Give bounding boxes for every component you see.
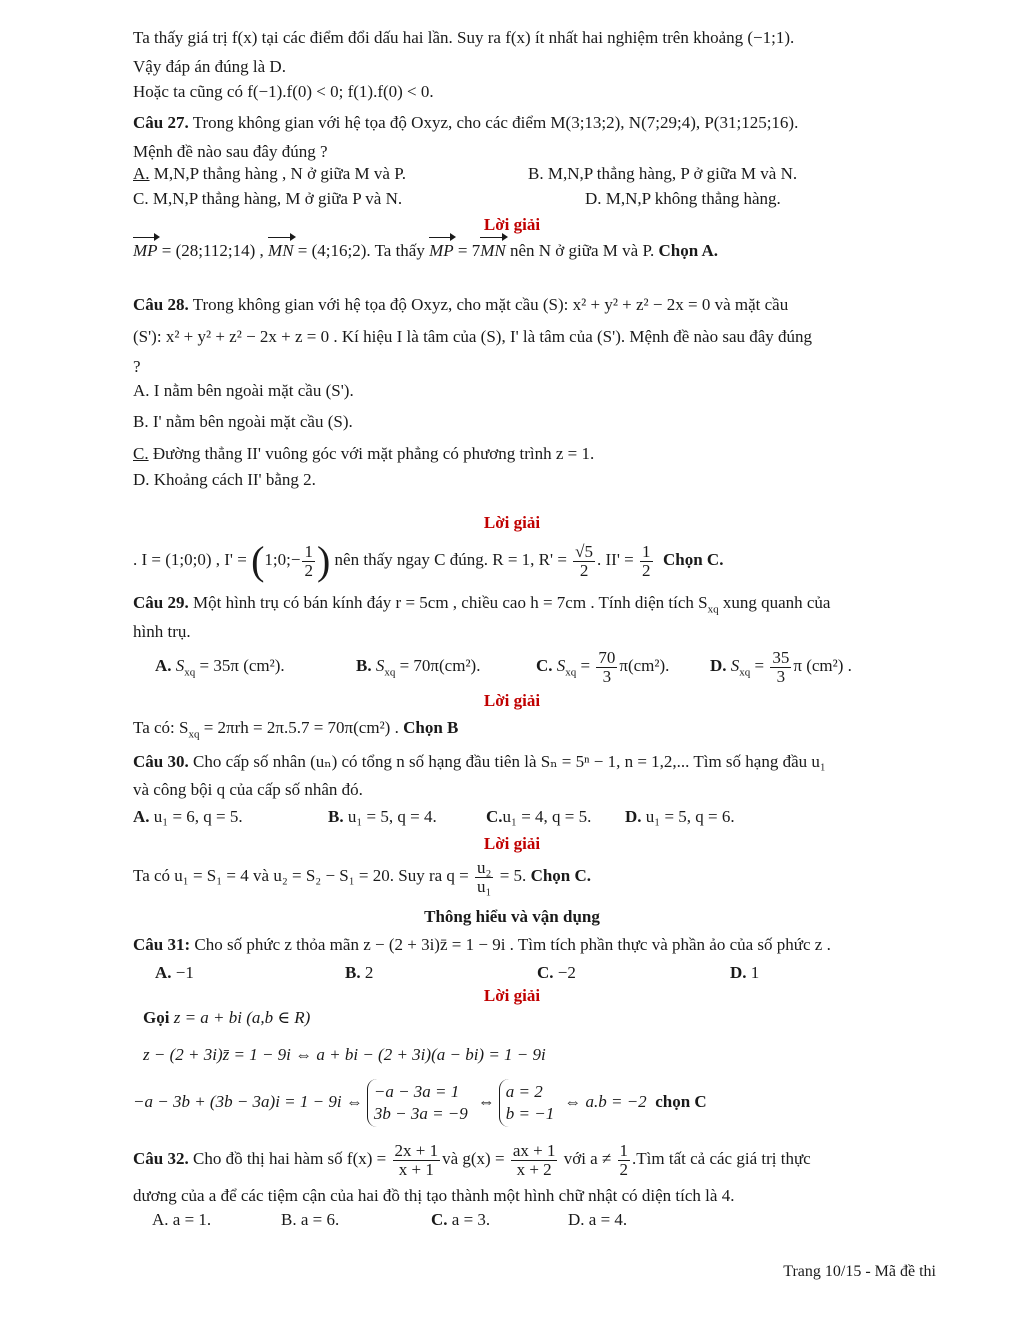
option-key: A. [155,963,172,982]
option-key: C. [537,963,554,982]
option-text: S [556,656,566,675]
numerator: 1 [619,1140,629,1160]
question-31 [133,934,831,956]
page-footer: Trang 10/15 - Mã đề thi [783,1263,936,1280]
denominator: 3 [776,666,786,686]
denominator: 3 [602,666,612,686]
answer-option-a [155,962,194,984]
solution-choice: Chọn B [403,718,459,737]
numerator: 2x + 1 [394,1140,439,1160]
vector-mp: MP [429,241,454,260]
answer-option-c [431,1209,490,1231]
solution-text [133,856,591,896]
solution-choice: chọn C [655,1092,707,1111]
option-text: M,N,P thẳng hàng , N ở giữa M và P. [153,164,407,183]
option-key: D. [710,656,727,675]
answer-option-b [356,646,480,692]
answer-option-b: B. a = 6. [281,1210,340,1229]
question-30 [133,751,826,773]
question-stem: Trong không gian với hệ tọa độ Oxyz, cho các điểm M(3;13;2), N(7;29;4), P(31;125;16). [192,113,799,132]
question-28 [133,294,788,316]
answer-option-a [133,806,243,828]
solution-text [133,538,724,584]
question-stem-line: ? [133,357,141,376]
solution-choice: Chọn C. [663,550,724,569]
vector-mn: MN [268,241,294,260]
solution-part: z − (2 + 3i)z̄ = 1 − 9i ⇔ a + bi − (2 + 3i)(a − bi) = 1 − 9i [143,1045,546,1064]
solution-part: z = a + bi (a,b ∈ R) [173,1008,311,1027]
option-key: A. [155,656,172,675]
solution-part: . II' = [597,550,638,569]
option-key: B. [345,963,361,982]
solution-part: 1;0;− [264,550,301,569]
numerator: √5 [575,541,594,561]
question-stem: Cho đồ thị hai hàm số f(x) = [192,1149,391,1168]
option-text: = 35π (cm²). [195,656,285,675]
denominator: x + 1 [398,1159,434,1179]
option-text: = 70π(cm²). [395,656,481,675]
option-key: B. [356,656,372,675]
solution-title: Lời giải [483,691,541,710]
numerator: 70 [598,647,616,667]
option-key: C. [536,656,553,675]
solution-part: = 5. [495,866,531,885]
fraction [573,543,595,580]
equation: a = 2 [505,1082,543,1102]
option-key: A. [133,164,150,183]
question-stem: xung quanh của [718,593,831,612]
text-line: Ta thấy giá trị f(x) tại các điểm đổi dấu hai lần. Suy ra f(x) ít nhất hai nghiệm trên khoảng (−1;1). [133,28,795,47]
answer-option-d [625,806,735,828]
solution-choice: Chọn C. [530,866,592,885]
fraction [618,1142,631,1179]
question-27 [133,112,798,134]
fraction [596,649,617,686]
solution-title: Lời giải [483,834,541,853]
question-label: Câu 29. [133,593,189,612]
option-text: π(cm²). [619,656,670,675]
subscript: xq [739,666,751,679]
option-text: S [175,656,185,675]
paren-right: ) [316,538,331,584]
answer-option-b [328,806,437,828]
answer-option-d: D. M,N,P không thẳng hàng. [585,189,781,208]
question-stem-line: hình trụ. [133,622,191,641]
solution-text [133,717,458,745]
question-stem: Cho số phức z thỏa mãn z − (2 + 3i)z̄ = 1 − 9i . Tìm tích phần thực và phần ảo của số phức z . [194,935,831,954]
answer-option-c: C. M,N,P thẳng hàng, M ở giữa P và N. [133,189,403,208]
answer-option-b [345,962,373,984]
option-text: u₁ = 6, q = 5. [153,807,243,826]
answer-option-c [486,806,591,828]
question-label: Câu 31: [133,935,191,954]
question-label: Câu 32. [133,1149,189,1168]
equation-system [367,1079,474,1127]
subscript: xq [188,728,200,741]
option-key: D. [625,807,642,826]
question-label: Câu 28. [133,295,189,314]
solution-part: . I = (1;0;0) , I' = [133,550,252,569]
option-text: −2 [557,963,576,982]
option-key: A. [133,807,150,826]
solution-title: Lời giải [483,215,541,234]
option-text: S [730,656,740,675]
option-text: u₁ = 5, q = 4. [347,807,437,826]
solution-title: Lời giải [483,986,541,1005]
fraction [475,859,493,896]
denominator: u₁ [477,876,492,896]
numerator: 1 [642,541,651,561]
subscript: xq [707,603,719,616]
solution-choice: Chọn A. [658,241,719,260]
option-key: C. [486,807,503,826]
question-32 [133,1137,811,1181]
answer-option-c: C. $S_{xq}$ = $\frac{70}{3}$ π(cm²). [536,647,670,686]
vector-mn: MN [480,241,506,260]
question-stem: Trong không gian với hệ tọa độ Oxyz, cho mặt cầu (S): x² + y² + z² − 2x = 0 và mặt cầu [192,295,789,314]
solution-part: Gọi [143,1008,170,1027]
denominator: 2 [579,560,589,580]
answer-option-a [155,646,285,692]
equation: 3b − 3a = −9 [373,1104,468,1124]
option-text: a = 3. [447,1210,491,1229]
solution-part: = (28;112;14) , [157,241,269,260]
question-stem: và g(x) = [442,1149,509,1168]
fraction [302,543,315,580]
question-stem-line: (S'): x² + y² + z² − 2x + z = 0 . Kí hiệu I là tâm của (S), I' là tâm của (S'). Mệnh đề nào sau đây đúng [133,327,813,346]
question-stem: với a ≠ [559,1149,616,1168]
answer-option-a [133,163,406,185]
denominator: x + 2 [516,1159,552,1179]
numerator: 35 [772,647,790,667]
solution-part: = 7 [453,241,481,260]
question-stem-line: dương của a để các tiệm cận của hai đồ thị tạo thành một hình chữ nhật có diện tích là 4. [133,1186,735,1205]
solution-part: nên N ở giữa M và P. [505,241,659,260]
answer-option-a: A. a = 1. [152,1210,212,1229]
solution-part: Ta có: S [133,718,189,737]
option-text: 1 [750,963,760,982]
numerator: u₂ [477,857,492,877]
denominator: 2 [619,1159,629,1179]
question-label: Câu 27. [133,113,189,132]
equation-system [499,1079,560,1127]
fraction [393,1142,441,1179]
solution-part: Ta có u₁ = S₁ = 4 và u₂ = S₂ − S₁ = 20. Suy ra q = [133,866,474,885]
answer-option-d [730,962,759,984]
solution-text [133,240,718,262]
option-text: Đường thẳng II' vuông góc với mặt phẳng có phương trình z = 1. [148,444,595,463]
denominator: 2 [304,560,313,580]
answer-option-c [133,443,594,465]
denominator: 2 [642,560,651,580]
numerator: 1 [304,541,313,561]
option-text: S [375,656,385,675]
option-text: 2 [364,963,374,982]
solution-part: nên thấy ngay C đúng. R = 1, R' = [330,550,572,569]
fraction [511,1142,558,1179]
question-stem-line: và công bội q của cấp số nhân đó. [133,780,363,799]
option-text: π (cm²) . [793,656,852,675]
question-stem: Cho cấp số nhân (uₙ) có tổng n số hạng đầu tiên là Sₙ = 5ⁿ − 1, n = 1,2,... Tìm số hạng đầu u₁ [192,752,826,771]
solution-part: = 2πrh = 2π.5.7 = 70π(cm²) . [199,718,404,737]
paren-left: ( [251,538,265,584]
option-key: C. [133,444,149,463]
solution-line [143,1044,546,1066]
answer-option-d: D. Khoảng cách II' bằng 2. [133,470,316,489]
solution-title: Lời giải [483,513,541,532]
option-text: u₁ = 4, q = 5. [502,807,592,826]
answer-option-d: D. $S_{xq}$ = $\frac{35}{3}$ π (cm²) . [710,647,852,686]
equation: b = −1 [505,1104,555,1124]
fraction [640,543,653,580]
numerator: ax + 1 [512,1140,556,1160]
question-stem: Một hình trụ có bán kính đáy r = 5cm , chiều cao h = 7cm . Tính diện tích S [192,593,708,612]
solution-part: −a − 3b + (3b − 3a)i = 1 − 9i ⇔ [133,1092,363,1111]
subscript: xq [565,666,577,679]
text-line: Hoặc ta cũng có f(−1).f(0) < 0; f(1).f(0) < 0. [133,82,434,101]
option-text: −1 [175,963,194,982]
equation: −a − 3a = 1 [373,1082,460,1102]
solution-part: ⇔ a.b = −2 [564,1092,647,1111]
vector-mp: MP [133,241,158,260]
option-key: C. [431,1210,448,1229]
solution-line: −a − 3b + (3b − 3a)i = 1 − 9i ⇔ −a − 3a = 1 3b − 3a = −9 ⇔ a = 2 b = −1 ⇔ a.b = −2 chọn C [133,1077,707,1127]
subscript: xq [384,666,396,679]
question-stem-line: Mệnh đề nào sau đây đúng ? [133,142,328,161]
answer-option-c [537,962,576,984]
text-line: Vậy đáp án đúng là D. [133,57,286,76]
question-label: Câu 30. [133,752,189,771]
solution-line [143,1007,310,1029]
fraction [770,649,791,686]
option-text: u₁ = 5, q = 6. [645,807,735,826]
option-key: B. [328,807,344,826]
answer-option-b: B. M,N,P thẳng hàng, P ở giữa M và N. [528,164,798,183]
section-heading: Thông hiểu và vận dụng [424,907,600,926]
answer-option-a: A. I nằm bên ngoài mặt cầu (S'). [133,381,354,400]
question-29 [133,592,830,620]
answer-option-d: D. a = 4. [568,1210,628,1229]
subscript: xq [184,666,196,679]
answer-option-b: B. I' nằm bên ngoài mặt cầu (S). [133,412,353,431]
solution-part: = (4;16;2). Ta thấy [293,241,430,260]
option-key: D. [730,963,747,982]
question-stem: .Tìm tất cả các giá trị thực [632,1149,811,1168]
